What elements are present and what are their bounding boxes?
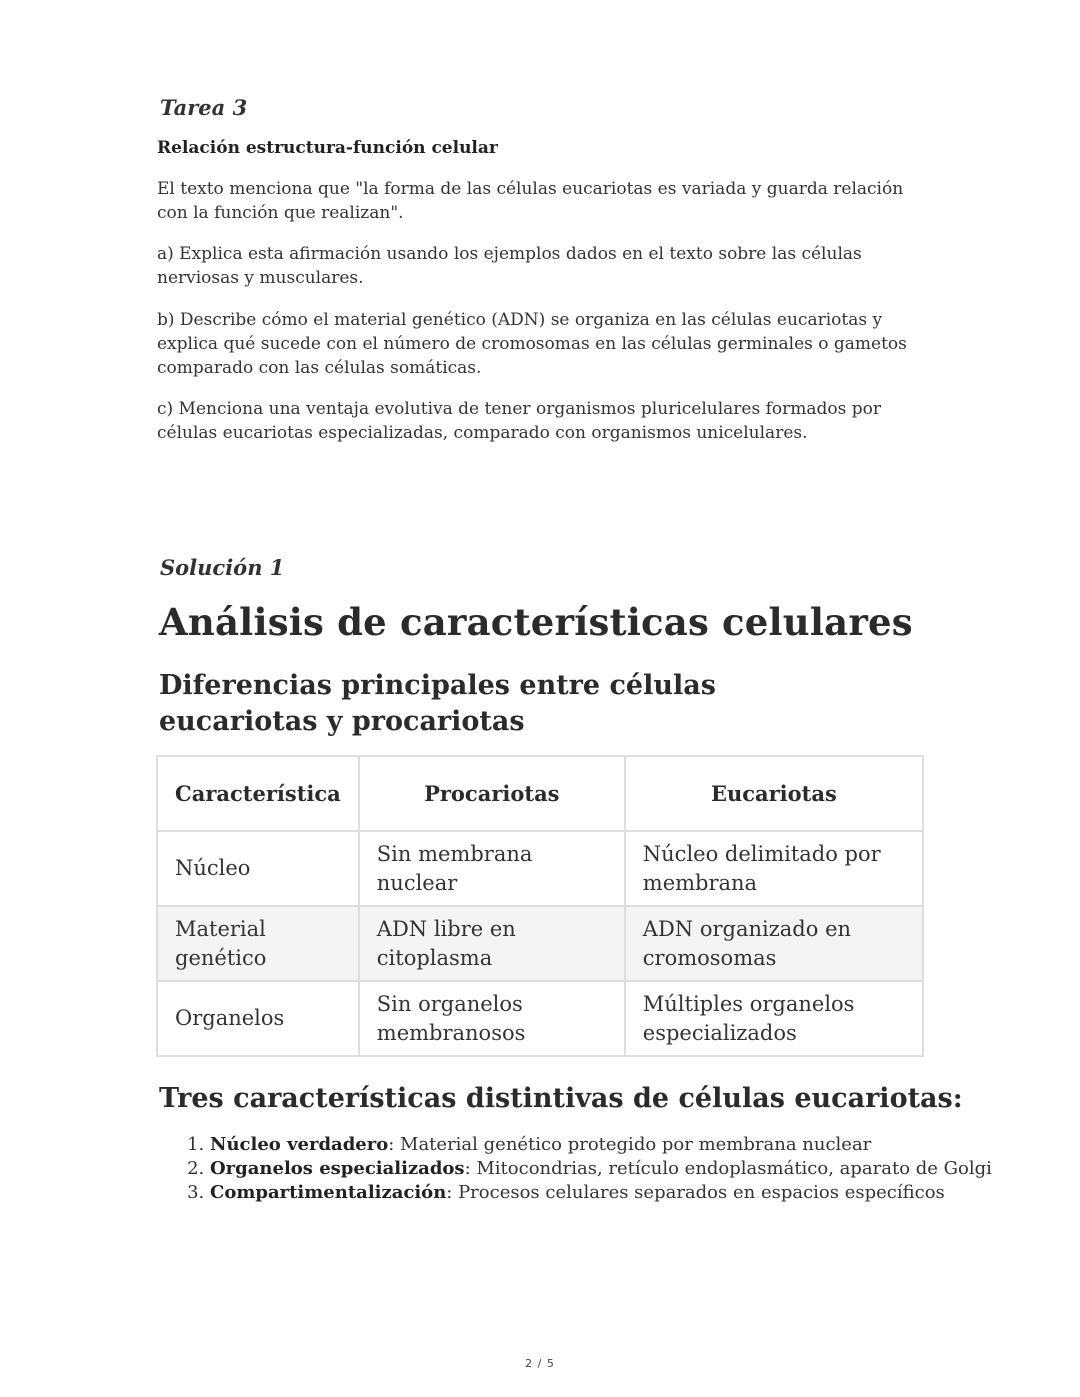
table-cell: ADN organizado en cromosomas [625,906,923,981]
list-item [210,1181,992,1205]
table-header-cell: Procariotas [359,756,625,831]
table-row [157,831,923,906]
table-cell: Sin membrana nuclear [359,831,625,906]
table-cell: Núcleo [157,831,359,906]
feature-term: Compartimentalización [210,1182,447,1203]
table-row [157,981,923,1056]
feature-description: : Material genético protegido por membrana nuclear [388,1134,872,1155]
list-item [210,1133,992,1157]
table-row [157,906,923,981]
table-cell: ADN libre en citoplasma [359,906,625,981]
task-intro-paragraph: El texto menciona que "la forma de las células eucariotas es variada y guarda relación con la función que realizan". [157,179,904,223]
list-item [210,1157,992,1181]
table-cell: Sin organelos membranosos [359,981,625,1056]
feature-description: : Mitocondrias, retículo endoplasmático, aparato de Golgi [464,1158,992,1179]
task-heading: Tarea 3 [160,95,248,120]
section-title-features: Tres características distintivas de células eucariotas: [159,1083,963,1114]
section-title-differences: Diferencias principales entre células eucariotas y procariotas [159,670,716,737]
table-cell: Organelos [157,981,359,1056]
table-cell: Múltiples organelos especializados [625,981,923,1056]
table-cell: Núcleo delimitado por membrana [625,831,923,906]
features-list [170,1133,992,1205]
page-title: Análisis de características celulares [159,600,913,644]
comparison-table [156,755,924,1057]
feature-term: Núcleo verdadero [210,1134,389,1155]
table-header-cell: Característica [157,756,359,831]
task-question-a: a) Explica esta afirmación usando los ejemplos dados en el texto sobre las células nerviosas y musculares. [157,244,862,288]
task-question-c: c) Menciona una ventaja evolutiva de tener organismos pluricelulares formados por células eucariotas especializadas, comparado con organismos unicelulares. [157,399,882,443]
feature-term: Organelos especializados [210,1158,465,1179]
page-number: 2 / 5 [525,1357,555,1370]
solution-heading: Solución 1 [160,555,285,580]
task-subtitle: Relación estructura-función celular [157,138,498,158]
feature-description: : Procesos celulares separados en espacios específicos [446,1182,945,1203]
table-header-cell: Eucariotas [625,756,923,831]
table-header-row [157,756,923,831]
table-cell: Material genético [157,906,359,981]
task-question-b: b) Describe cómo el material genético (ADN) se organiza en las células eucariotas y explica qué sucede con el número de cromosomas en las células germinales o gametos comparado con las células somáticas. [157,310,907,378]
